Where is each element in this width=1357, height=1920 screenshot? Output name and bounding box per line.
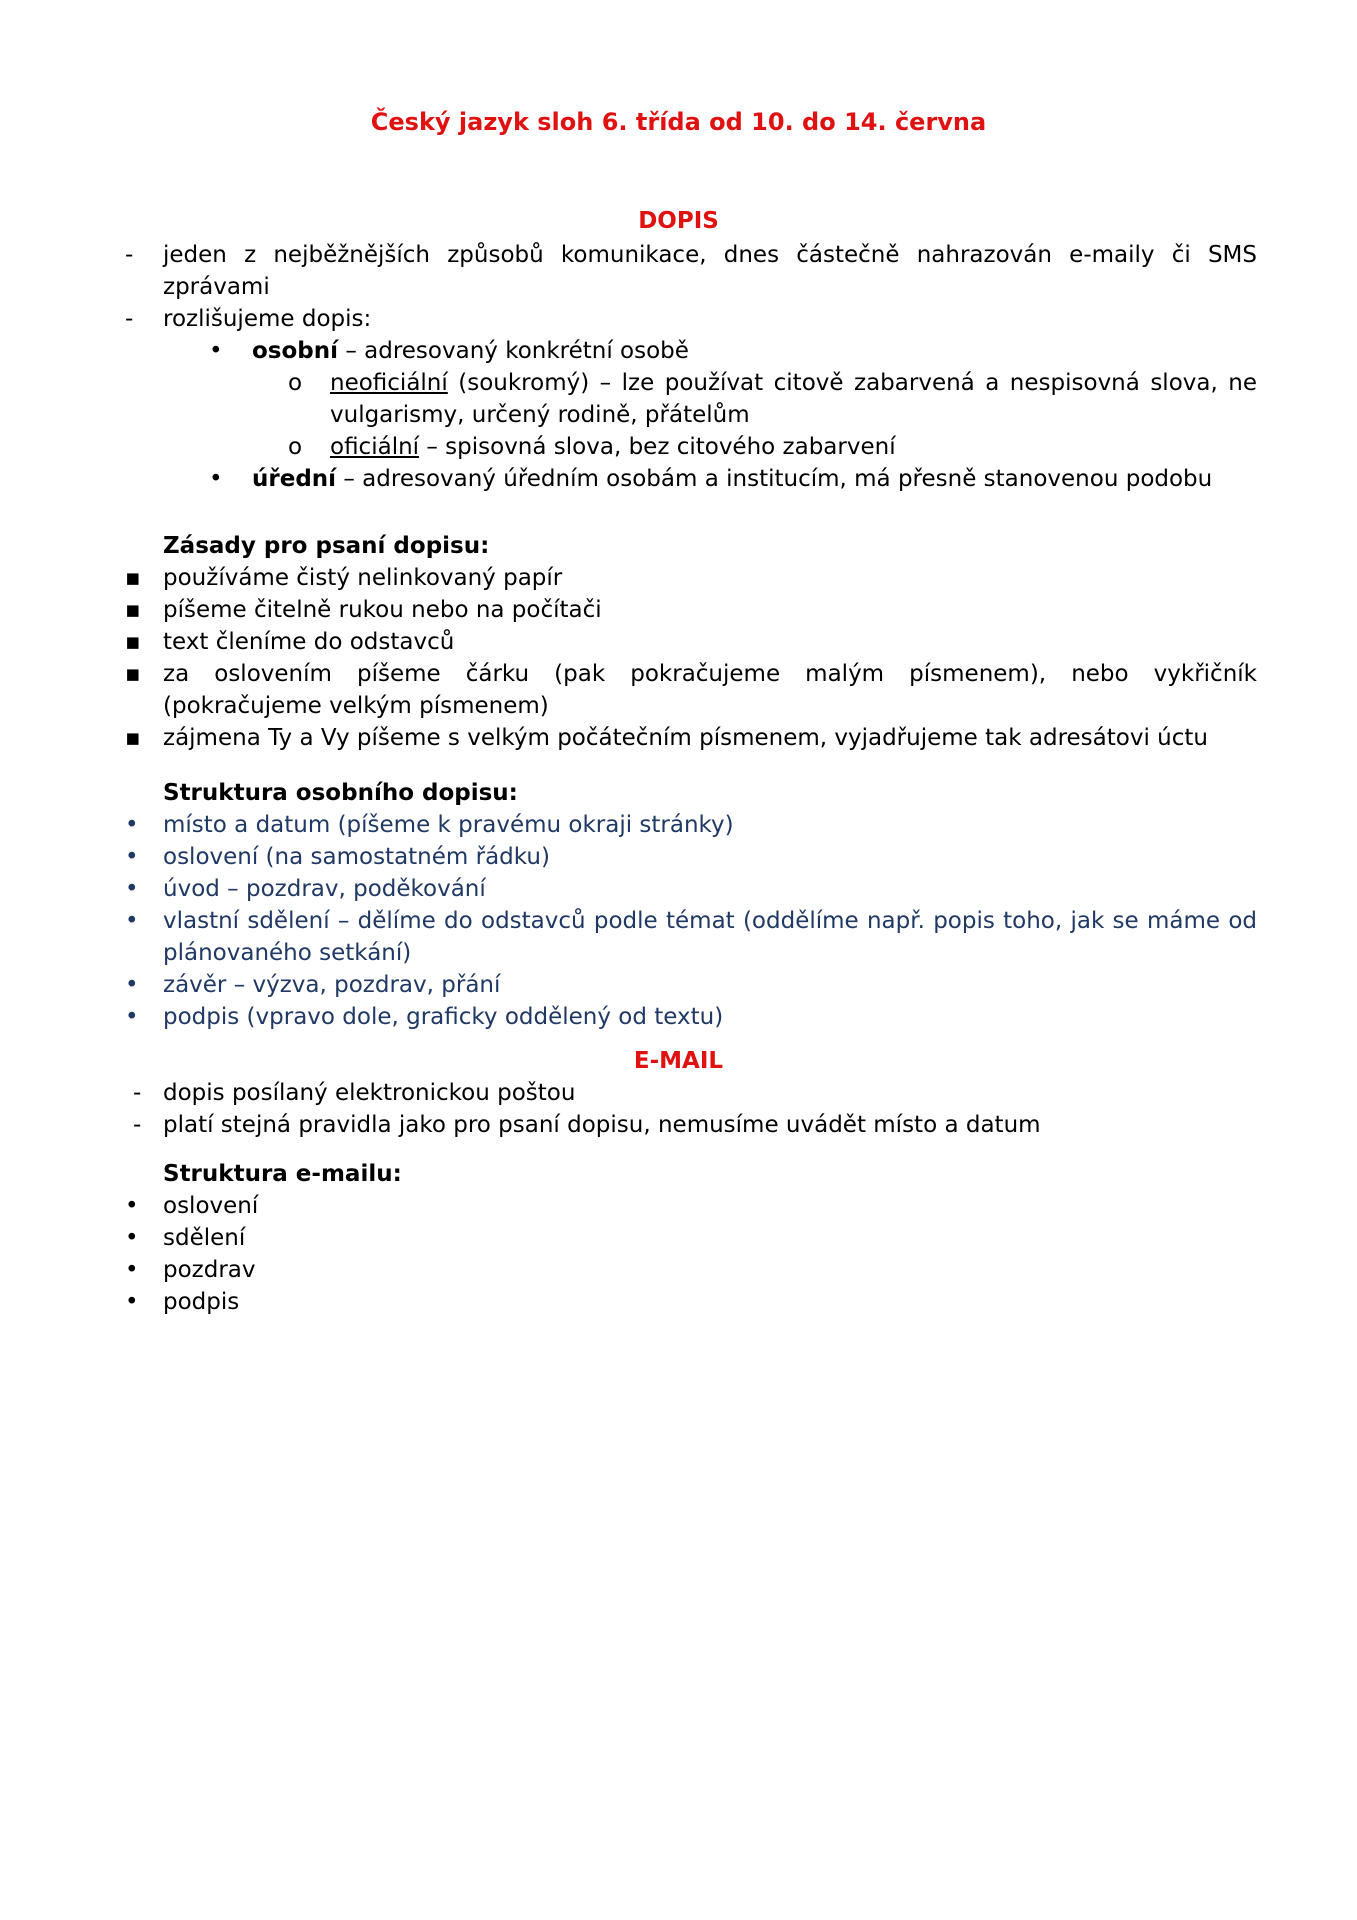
bullet-icon: • [125, 812, 139, 838]
list-item-text: pozdrav [163, 1257, 256, 1283]
square-bullet-icon: ▪ [125, 629, 141, 655]
list-item-text: dopis posílaný elektronickou poštou [163, 1080, 576, 1106]
bullet-icon: • [209, 338, 223, 364]
term: oficiální [330, 434, 420, 460]
bullet-icon: • [125, 1289, 139, 1315]
list-item [125, 722, 1257, 754]
square-bullet-icon: ▪ [125, 661, 141, 687]
bullet-icon: • [125, 844, 139, 870]
term-definition: (soukromý) – lze používat citově zabarvená a nespisovná slova, ne vulgarismy, určený rodině, přátelům [330, 370, 1257, 428]
subsection-heading-struktura-dopisu: Struktura osobního dopisu: [163, 780, 518, 806]
bullet-icon: • [125, 1225, 139, 1251]
bullet-icon: • [125, 972, 139, 998]
square-bullet-icon: ▪ [125, 565, 141, 591]
struktura-dopisu-list [125, 809, 1257, 1033]
term: osobní [252, 338, 339, 364]
list-item [125, 1254, 1257, 1286]
list-item-text: za oslovením píšeme čárku (pak pokračujeme malým písmenem), nebo vykřičník (pokračujeme velkým písmenem) [163, 661, 1257, 719]
term-definition: – adresovaný úředním osobám a institucím, má přesně stanovenou podobu [336, 466, 1213, 492]
list-item-text: sdělení [163, 1225, 246, 1251]
list-item [125, 969, 1257, 1001]
bullet-icon: • [125, 908, 139, 934]
subsection-heading-struktura-emailu: Struktura e-mailu: [163, 1161, 402, 1187]
circle-icon: o [288, 434, 303, 460]
section-heading-email: E-MAIL [633, 1048, 724, 1074]
bullet-icon: • [125, 1257, 139, 1283]
letter-subtypes-list [288, 367, 1257, 463]
list-item-text: jeden z nejběžnějších způsobů komunikace, dnes částečně nahrazován e-maily či SMS zprávami [163, 242, 1257, 300]
term-definition: – adresovaný konkrétní osobě [338, 338, 689, 364]
dash-icon: - [133, 1080, 142, 1106]
list-item [288, 367, 1257, 431]
term: neoficiální [330, 370, 448, 396]
dash-icon: - [125, 306, 134, 332]
list-item [125, 1222, 1257, 1254]
list-item [133, 1109, 1257, 1141]
list-item-text: text členíme do odstavců [163, 629, 455, 655]
email-section [125, 1077, 1257, 1318]
square-bullet-icon: ▪ [125, 597, 141, 623]
section-heading-dopis: DOPIS [638, 208, 719, 234]
dash-icon: - [133, 1112, 142, 1138]
list-item-text: platí stejná pravidla jako pro psaní dopisu, nemusíme uvádět místo a datum [163, 1112, 1041, 1138]
list-item [125, 303, 1257, 495]
list-item-text: zájmena Ty a Vy píšeme s velkým počátečním písmenem, vyjadřujeme tak adresátovi úctu [163, 725, 1208, 751]
list-item [125, 809, 1257, 841]
term: úřední [252, 466, 337, 492]
list-item-text: píšeme čitelně rukou nebo na počítači [163, 597, 602, 623]
list-item [209, 335, 1257, 463]
list-item [125, 562, 1257, 594]
list-item [125, 1286, 1257, 1318]
bullet-icon: • [125, 876, 139, 902]
list-item [125, 841, 1257, 873]
dash-icon: - [125, 242, 134, 268]
circle-icon: o [288, 370, 303, 396]
subsection-heading-zasady: Zásady pro psaní dopisu: [163, 533, 490, 559]
list-item-text: místo a datum (píšeme k pravému okraji stránky) [163, 812, 734, 838]
list-item-text: podpis [163, 1289, 240, 1315]
dopis-section [125, 239, 1257, 1033]
list-item [133, 1077, 1257, 1109]
list-item-text: oslovení (na samostatném řádku) [163, 844, 550, 870]
list-item [125, 1001, 1257, 1033]
list-item-text: závěr – výzva, pozdrav, přání [163, 972, 501, 998]
dopis-intro-list [125, 239, 1257, 495]
email-intro-list [133, 1077, 1257, 1141]
list-item [209, 463, 1257, 495]
list-item-text: vlastní sdělení – dělíme do odstavců podle témat (oddělíme např. popis toho, jak se máme od plánovaného setkání) [163, 908, 1257, 966]
list-item [125, 239, 1257, 303]
list-item-text: používáme čistý nelinkovaný papír [163, 565, 563, 591]
bullet-icon: • [125, 1193, 139, 1219]
letter-types-list [209, 335, 1257, 495]
term-definition: – spisovná slova, bez citového zabarvení [419, 434, 896, 460]
list-item-text: oslovení [163, 1193, 259, 1219]
list-item-text: rozlišujeme dopis: [163, 306, 372, 332]
list-item-text: úvod – pozdrav, poděkování [163, 876, 486, 902]
struktura-emailu-list [125, 1190, 1257, 1318]
list-item [125, 1190, 1257, 1222]
list-item [125, 873, 1257, 905]
list-item [125, 905, 1257, 969]
zasady-list [125, 562, 1257, 754]
document-title: Český jazyk sloh 6. třída od 10. do 14. června [370, 108, 987, 136]
list-item-text: podpis (vpravo dole, graficky oddělený od textu) [163, 1004, 724, 1030]
list-item [288, 431, 1257, 463]
list-item [125, 658, 1257, 722]
bullet-icon: • [209, 466, 223, 492]
list-item [125, 626, 1257, 658]
square-bullet-icon: ▪ [125, 725, 141, 751]
bullet-icon: • [125, 1004, 139, 1030]
list-item [125, 594, 1257, 626]
